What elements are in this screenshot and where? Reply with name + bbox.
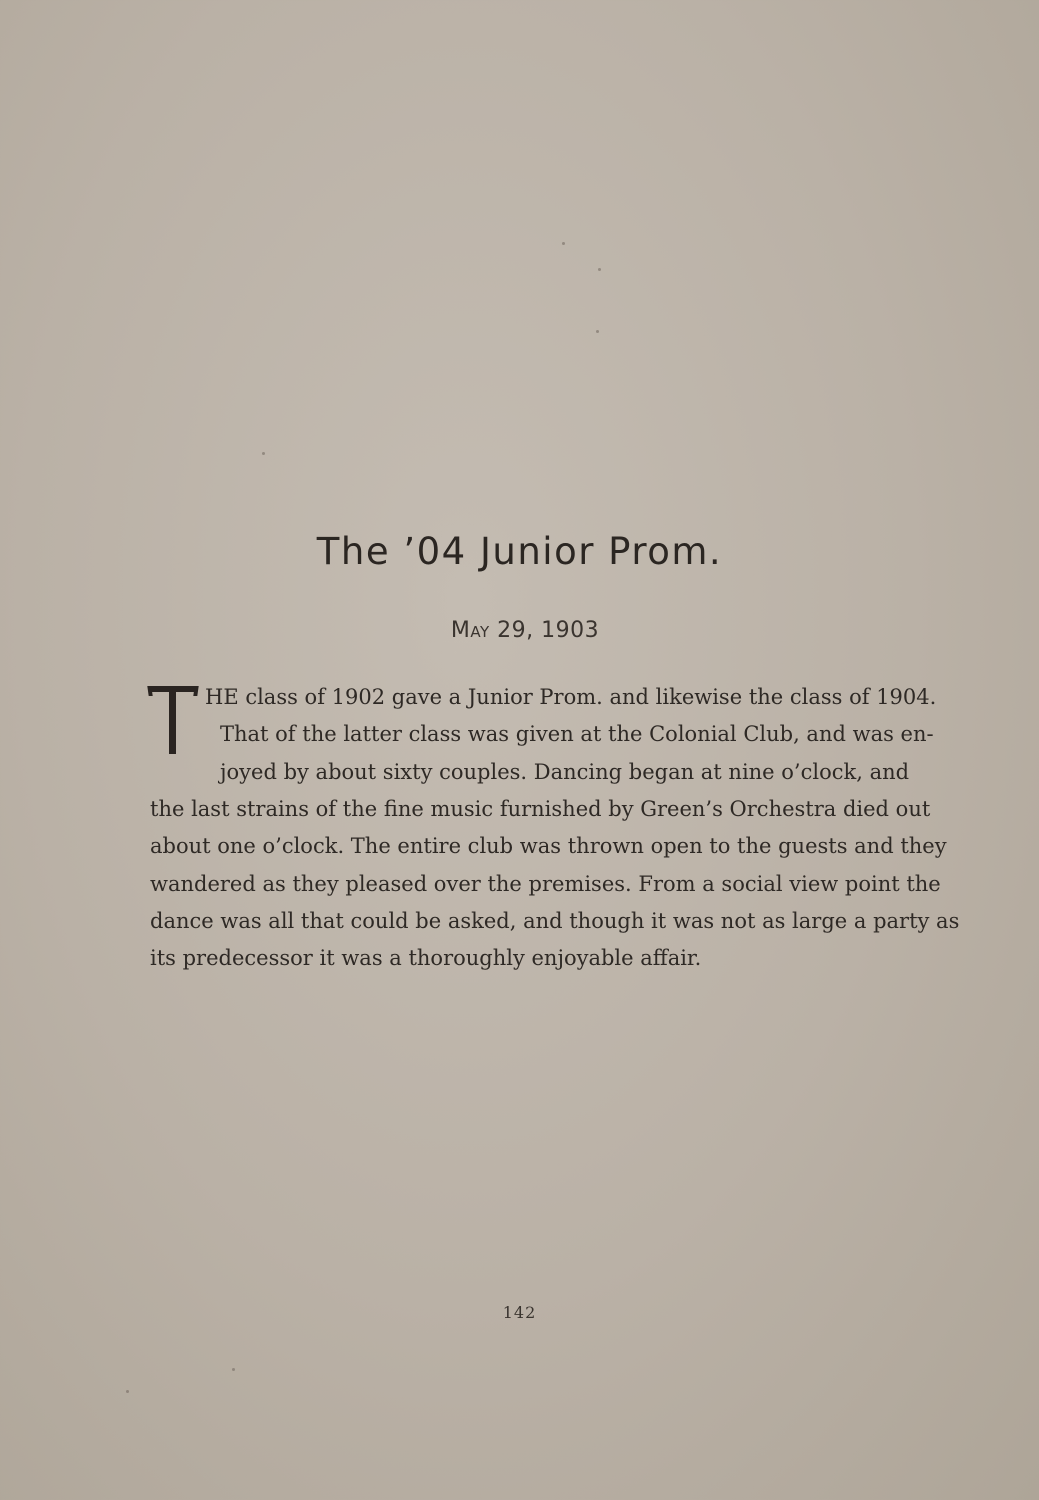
paper-speck [562,242,565,245]
paper-speck [596,330,599,333]
paragraph-line: joyed by about sixty couples. Dancing began at nine o’clock, and [220,760,910,784]
paragraph-line: about one o’clock. The entire club was thrown open to the guests and they [150,834,947,858]
date-month: May [450,618,490,643]
paragraph-line: HE class of 1902 gave a Junior Prom. and likewise the class of 1904. [205,685,937,709]
paragraph-line: wandered as they pleased over the premises. From a social view point the [150,872,941,896]
date-day-year: 29, 1903 [489,618,600,643]
paragraph-line: That of the latter class was given at the Colonial Club, and was en- [220,722,934,746]
page-date [0,618,1039,643]
paragraph-line: the last strains of the fine music furnished by Green’s Orchestra died out [150,797,931,821]
drop-cap-letter [148,686,198,754]
paper-speck [262,452,265,455]
paragraph-line-last: its predecessor it was a thoroughly enjoyable affair. [150,946,702,970]
page-title: The ’04 Junior Prom. [316,530,723,573]
page-number: 142 [502,1303,537,1322]
paper-speck [232,1368,235,1371]
paragraph-line: dance was all that could be asked, and though it was not as large a party as [150,909,960,933]
paper-speck [598,268,601,271]
paper-speck [126,1390,129,1393]
